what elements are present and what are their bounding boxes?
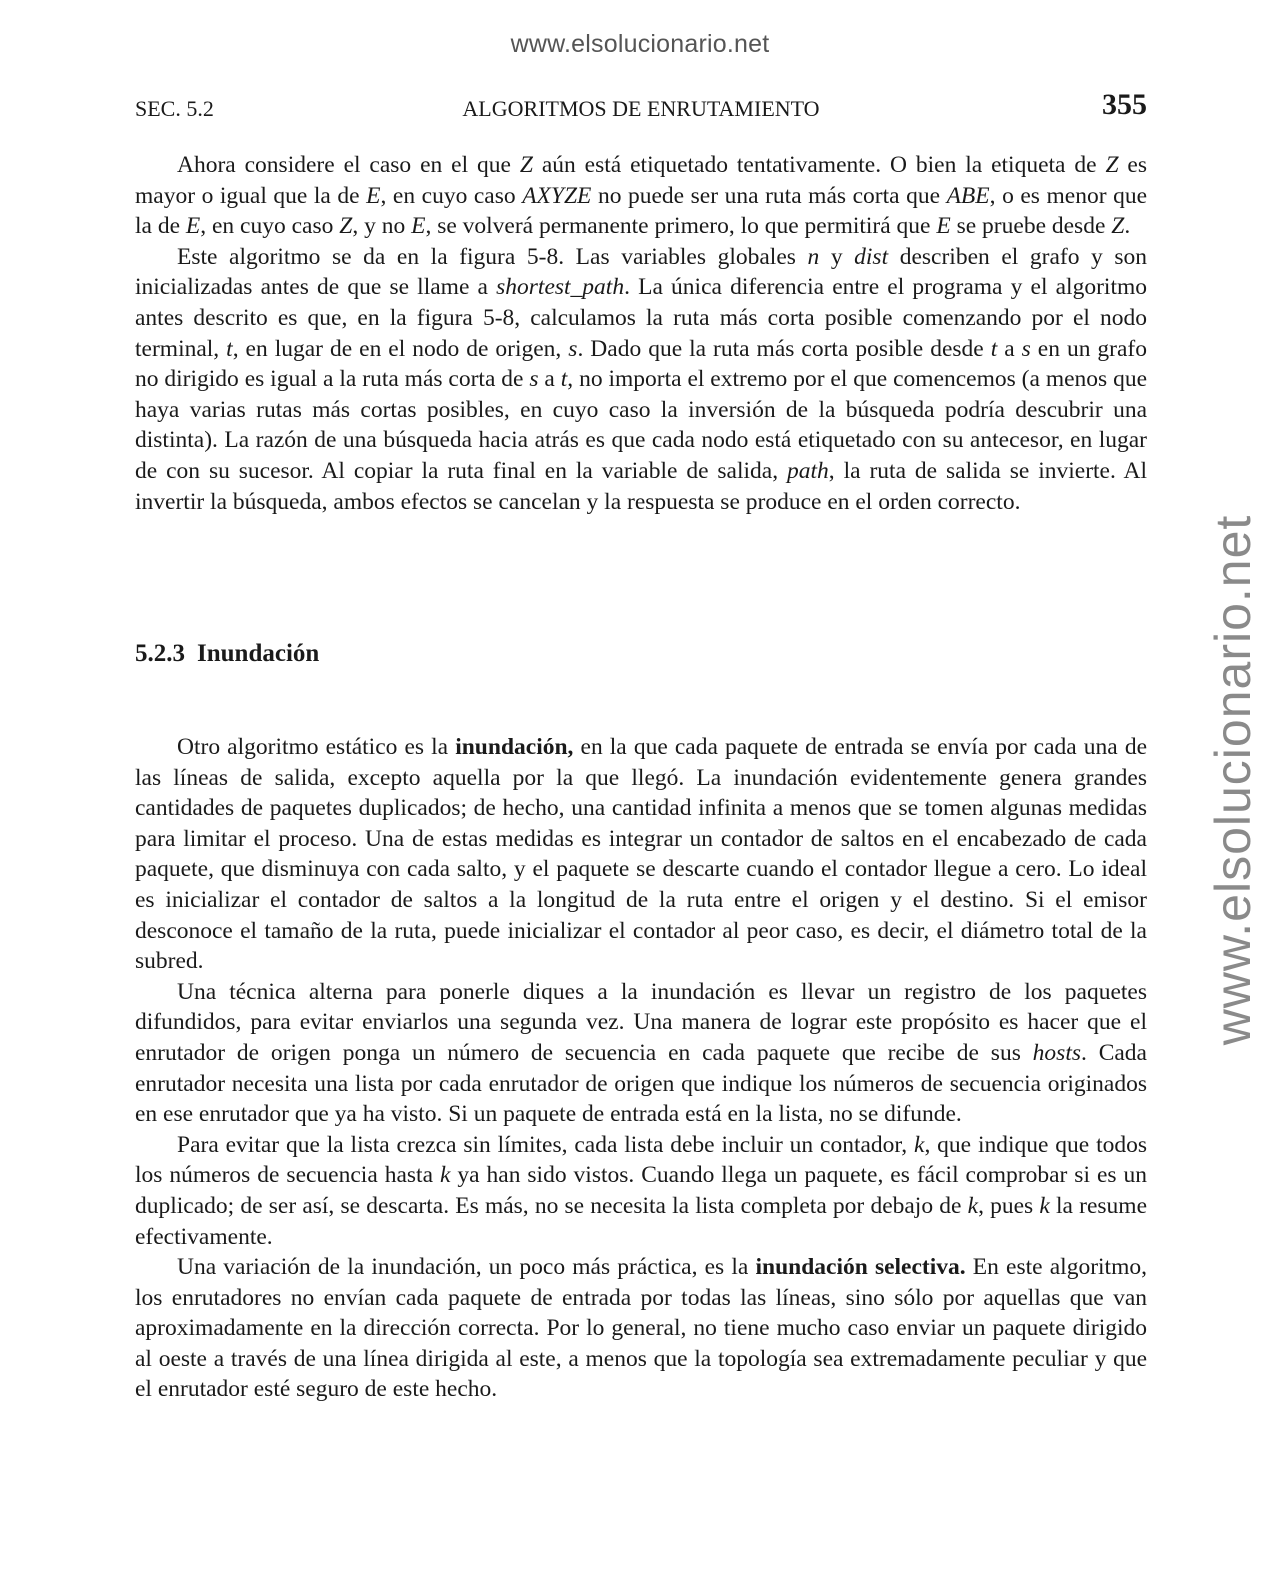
paragraph-4: Una técnica alterna para ponerle diques a la inundación es llevar un registro de los paquetes difundidos, para evitar enviarlos una segunda vez. Una manera de lograr este propósito es hacer que el enrutador de origen ponga un número de secuencia en cada paquete que recibe de sus hosts. Cada enrutador necesita una lista por cada enrutador de origen que indique los números de secuencia originados en ese enrutador que ya ha visto. Si un paquete de entrada está en la lista, no se difunde. — [135, 978, 1147, 1128]
paragraph-6: Una variación de la inundación, un poco más práctica, es la inundación selectiva. En este algoritmo, los enrutadores no envían cada paquete de entrada por todas las líneas, sino sólo por aquellas que van aproximadamente en la dirección correcta. Por lo general, no tiene mucho caso enviar un paquete dirigido al oeste a través de una línea dirigida al este, a menos que la topología sea extremadamente peculiar y que el enrutador esté seguro de este hecho. — [135, 1254, 1147, 1403]
text-block-bottom — [135, 732, 1147, 1405]
paragraph-1: Ahora considere el caso en el que Z aún está etiquetado tentativamente. O bien la etiqueta de Z es mayor o igual que la de E, en cuyo caso AXYZE no puede ser una ruta más corta que ABE, o es menor que la de E, en cuyo caso Z, y no E, se volverá permanente primero, lo que permitirá que E se pruebe desde Z. — [135, 152, 1147, 240]
text-block-top — [135, 150, 1147, 517]
section-heading — [135, 640, 319, 668]
watermark-side: www.elsolucionario.net — [1205, 514, 1261, 1046]
paragraph-5: Para evitar que la lista crezca sin límites, cada lista debe incluir un contador, k, que indique que todos los números de secuencia hasta k ya han sido vistos. Cuando llega un paquete, es fácil comprobar si es un duplicado; de ser así, se descarta. Es más, no se necesita la lista completa por debajo de k, pues k la resume efectivamente. — [135, 1131, 1148, 1250]
header-title: ALGORITMOS DE ENRUTAMIENTO — [462, 96, 820, 121]
paragraph-2: Este algoritmo se da en la figura 5-8. Las variables globales n y dist describen el grafo y son inicializadas antes de que se llame a shortest_path. La única diferencia entre el programa y el algoritmo antes descrito es que, en la figura 5-8, calculamos la ruta más corta posible comenzando por el nodo terminal, t, en lugar de en el nodo de origen, s. Dado que la ruta más corta posible desde t a s en un grafo no dirigido es igual a la ruta más corta de s a t, no importa el extremo por el que comencemos (a menos que haya varias rutas más cortas posibles, en cuyo caso la inversión de la búsqueda podría descubrir una distinta). La razón de una búsqueda hacia atrás es que cada nodo está etiquetado con su antecesor, en lugar de con su sucesor. Al copiar la ruta final en la variable de salida, path, la ruta de salida se invierte. Al invertir la búsqueda, ambos efectos se cancelan y la respuesta se produce en el orden correcto. — [135, 243, 1148, 515]
watermark-top: www.elsolucionario.net — [510, 30, 770, 58]
section-title: Inundación — [197, 640, 320, 667]
section-number: 5.2.3 — [135, 640, 185, 667]
running-head — [135, 88, 1147, 126]
paragraph-3: Otro algoritmo estático es la inundación, en la que cada paquete de entrada se envía por cada una de las líneas de salida, excepto aquella por la que llegó. La inundación evidentemente genera grandes cantidades de paquetes duplicados; de hecho, una cantidad infinita a menos que se tomen algunas medidas para limitar el proceso. Una de estas medidas es integrar un contador de saltos en el encabezado de cada paquete, que disminuya con cada salto, y el paquete se descarte cuando el contador llegue a cero. Lo ideal es inicializar el contador de saltos a la longitud de la ruta entre el origen y el destino. Si el emisor desconoce el tamaño de la ruta, puede inicializar el contador al peor caso, es decir, el diámetro total de la subred. — [135, 734, 1148, 975]
header-section: SEC. 5.2 — [135, 96, 214, 121]
page-number: 355 — [1102, 88, 1147, 121]
